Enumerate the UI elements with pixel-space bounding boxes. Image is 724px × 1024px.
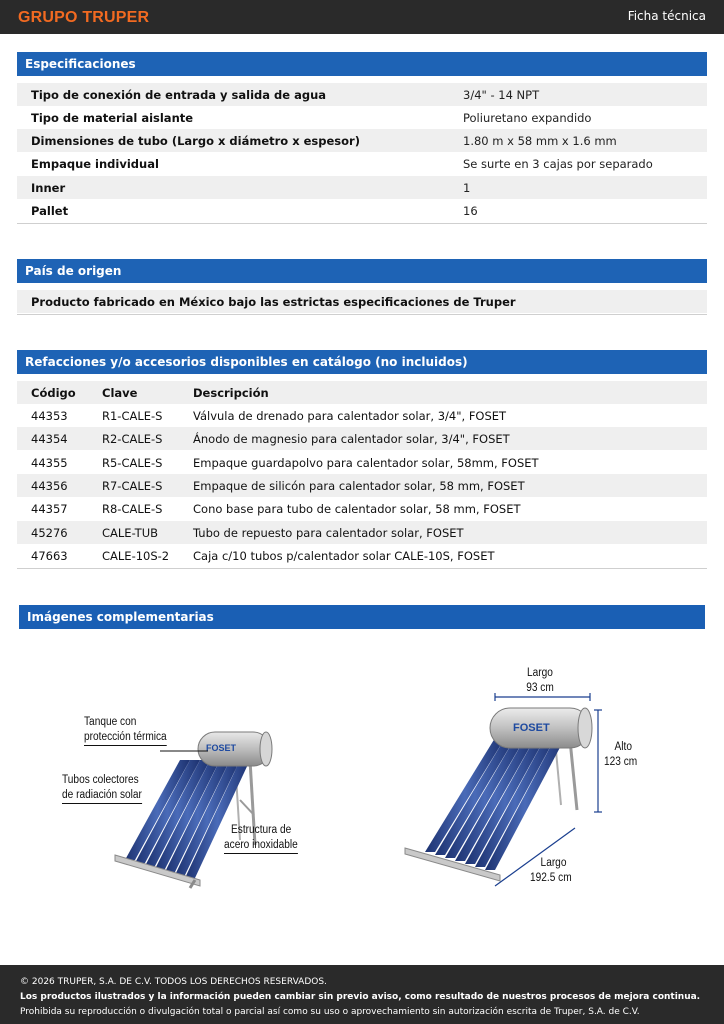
footer-notice: Los productos ilustrados y la información pueden cambiar sin previo aviso, como resultado de nuestros procesos de mejora continua. <box>20 992 701 1002</box>
table-row <box>17 451 707 474</box>
part-description: Caja c/10 tubos p/calentador solar CALE-10S, FOSET <box>193 549 495 563</box>
part-description: Válvula de drenado para calentador solar, 3/4", FOSET <box>193 409 507 423</box>
width-label-title: Largo <box>527 667 553 679</box>
spec-row <box>17 176 707 199</box>
structure-callout-line-1: Estructura de <box>231 824 292 836</box>
column-header-code: Código <box>31 386 76 400</box>
parts-table-header <box>17 381 707 404</box>
column-header-key: Clave <box>102 386 138 400</box>
specs-section-title: Especificaciones <box>17 52 707 76</box>
spec-value: Se surte en 3 cajas por separado <box>463 156 653 171</box>
part-key: CALE-TUB <box>102 526 158 540</box>
part-code: 45276 <box>31 526 68 540</box>
part-code: 44357 <box>31 502 68 516</box>
part-key: R2-CALE-S <box>102 432 163 446</box>
part-code: 44354 <box>31 432 68 446</box>
column-header-description: Descripción <box>193 386 269 400</box>
part-key: R5-CALE-S <box>102 456 163 470</box>
part-description: Empaque guardapolvo para calentador solar, 58mm, FOSET <box>193 456 539 470</box>
spec-label: Inner <box>31 180 66 195</box>
height-label-value: 123 cm <box>604 756 638 768</box>
tank-callout <box>84 715 167 746</box>
part-code: 44356 <box>31 479 68 493</box>
height-label <box>604 740 637 770</box>
parts-section-title: Refacciones y/o accesorios disponibles en catálogo (no incluidos) <box>17 350 707 374</box>
spec-label: Dimensiones de tubo (Largo x diámetro x espesor) <box>31 133 360 148</box>
spec-value: 1 <box>463 180 471 195</box>
footer-prohibition: Prohibida su reproducción o divulgación total o parcial así como su uso o aprovechamiento sin autorización escrita de Truper, S.A. de C.V. <box>20 1007 640 1017</box>
origin-text: Producto fabricado en México bajo las estrictas especificaciones de Truper <box>31 294 516 309</box>
top-bar <box>0 0 724 34</box>
divider <box>17 568 707 569</box>
length-label-title: Largo <box>540 857 567 869</box>
part-description: Empaque de silicón para calentador solar, 58 mm, FOSET <box>193 479 525 493</box>
divider <box>17 314 707 315</box>
part-code: 47663 <box>31 549 68 563</box>
part-code: 44355 <box>31 456 68 470</box>
tank-callout-leader <box>160 735 210 755</box>
part-key: R8-CALE-S <box>102 502 163 516</box>
spec-label: Empaque individual <box>31 156 159 171</box>
origin-section-title: País de origen <box>17 259 707 283</box>
part-description: Ánodo de magnesio para calentador solar, 3/4", FOSET <box>193 432 510 446</box>
spec-value: Poliuretano expandido <box>463 110 592 125</box>
footer <box>0 965 724 1024</box>
origin-row <box>17 290 707 313</box>
table-row <box>17 474 707 497</box>
length-label-value: 192.5 cm <box>530 872 572 884</box>
part-key: R7-CALE-S <box>102 479 163 493</box>
height-label-title: Alto <box>614 741 633 753</box>
structure-callout <box>224 823 298 854</box>
width-label <box>522 666 557 696</box>
footer-copyright: © 2026 TRUPER, S.A. DE C.V. TODOS LOS DERECHOS RESERVADOS. <box>20 977 327 987</box>
part-code: 44353 <box>31 409 68 423</box>
table-row <box>17 497 707 520</box>
collector-tubes <box>125 760 250 878</box>
tank-callout-line-1: Tanque con <box>84 716 137 728</box>
length-label <box>530 856 572 886</box>
part-description: Tubo de repuesto para calentador solar, FOSET <box>193 526 464 540</box>
table-row <box>17 427 707 450</box>
spec-row <box>17 152 707 175</box>
tank-callout-line-2: protección térmica <box>84 730 167 746</box>
structure-callout-line-2: acero inoxidable <box>224 838 298 854</box>
spec-label: Pallet <box>31 203 69 218</box>
width-label-value: 93 cm <box>526 682 554 694</box>
tubes-callout-line-2: de radiación solar <box>62 788 142 804</box>
document-type: Ficha técnica <box>627 9 706 23</box>
table-row <box>17 404 707 427</box>
images-section-title: Imágenes complementarias <box>19 605 705 629</box>
tank-brand-label: FOSET <box>513 722 550 734</box>
spec-value: 1.80 m x 58 mm x 1.6 mm <box>463 133 617 148</box>
divider <box>17 223 707 224</box>
spec-row <box>17 106 707 129</box>
spec-value: 3/4" - 14 NPT <box>463 87 540 102</box>
dimensions-illustration <box>395 690 615 890</box>
spec-row <box>17 83 707 106</box>
tubes-callout <box>62 773 142 804</box>
part-key: CALE-10S-2 <box>102 549 170 563</box>
part-description: Cono base para tubo de calentador solar, 58 mm, FOSET <box>193 502 521 516</box>
table-row <box>17 544 707 567</box>
spec-row <box>17 129 707 152</box>
spec-row <box>17 199 707 222</box>
part-key: R1-CALE-S <box>102 409 163 423</box>
spec-value: 16 <box>463 203 478 218</box>
spec-label: Tipo de material aislante <box>31 110 194 125</box>
tank-brand-label: FOSET <box>206 743 237 753</box>
table-row <box>17 521 707 544</box>
spec-label: Tipo de conexión de entrada y salida de agua <box>31 87 327 102</box>
brand-logo: GRUPO TRUPER <box>18 9 150 26</box>
tubes-callout-line-1: Tubos colectores <box>62 774 139 786</box>
